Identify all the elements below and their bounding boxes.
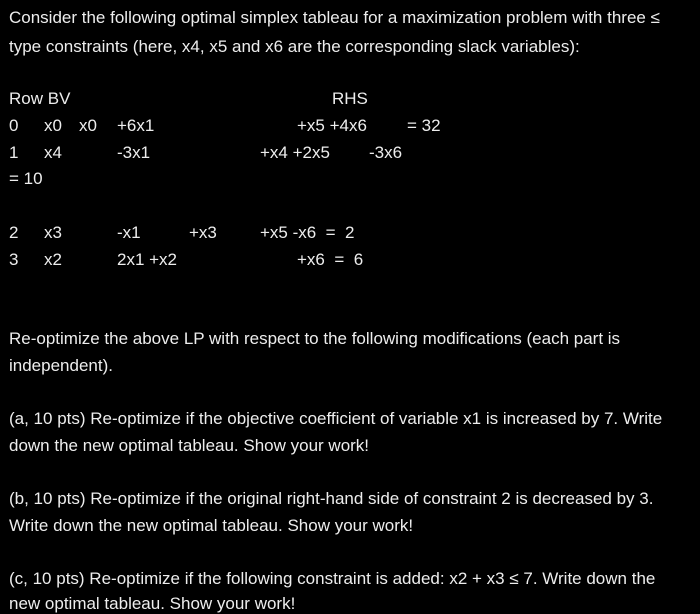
row0-x1-term: +6x1: [117, 116, 155, 135]
row3-bv: x2: [44, 250, 62, 269]
row2-x1-term: -x1: [117, 223, 141, 242]
tableau-header-rhs: RHS: [332, 89, 368, 108]
row2-slack-terms: +x5 -x6 = 2: [260, 223, 355, 242]
part-a-line-1: (a, 10 pts) Re-optimize if the objective coefficient of variable x1 is increased by 7. Write: [9, 409, 663, 428]
row3-slack-terms: +x6 = 6: [297, 250, 364, 269]
reoptimize-line-1: Re-optimize the above LP with respect to the following modifications (each part is: [9, 329, 621, 348]
part-a-line-2: down the new optimal tableau. Show your work!: [9, 436, 370, 455]
row2-bv: x3: [44, 223, 62, 242]
row1-bv: x4: [44, 143, 62, 162]
intro-line-1: Consider the following optimal simplex tableau for a maximization problem with three ≤: [9, 8, 660, 27]
row1-x6-term: -3x6: [369, 143, 403, 162]
row3-index: 3: [9, 250, 19, 269]
row1-x1-term: -3x1: [117, 143, 151, 162]
row2-index: 2: [9, 223, 19, 242]
row3-terms: 2x1 +x2: [117, 250, 178, 269]
intro-line-2: type constraints (here, x4, x5 and x6 are the corresponding slack variables):: [9, 37, 580, 56]
row0-rhs: = 32: [407, 116, 441, 135]
row0-index: 0: [9, 116, 19, 135]
row1-index: 1: [9, 143, 19, 162]
row1-rhs: = 10: [9, 169, 43, 188]
row0-bv-2: x0: [79, 116, 97, 135]
part-b-line-2: Write down the new optimal tableau. Show your work!: [9, 516, 414, 535]
part-b-line-1: (b, 10 pts) Re-optimize if the original right-hand side of constraint 2 is decreased by 3.: [9, 489, 654, 508]
reoptimize-line-2: independent).: [9, 356, 113, 375]
row2-x3-term: +x3: [189, 223, 217, 242]
row0-slack-terms: +x5 +4x6: [297, 116, 367, 135]
row0-bv: x0: [44, 116, 62, 135]
tableau-header-row-bv: Row BV: [9, 89, 71, 108]
row1-slack-terms: +x4 +2x5: [260, 143, 330, 162]
part-c-line-1: (c, 10 pts) Re-optimize if the following constraint is added: x2 + x3 ≤ 7. Write down the: [9, 569, 656, 588]
part-c-line-2: new optimal tableau. Show your work!: [9, 594, 296, 613]
